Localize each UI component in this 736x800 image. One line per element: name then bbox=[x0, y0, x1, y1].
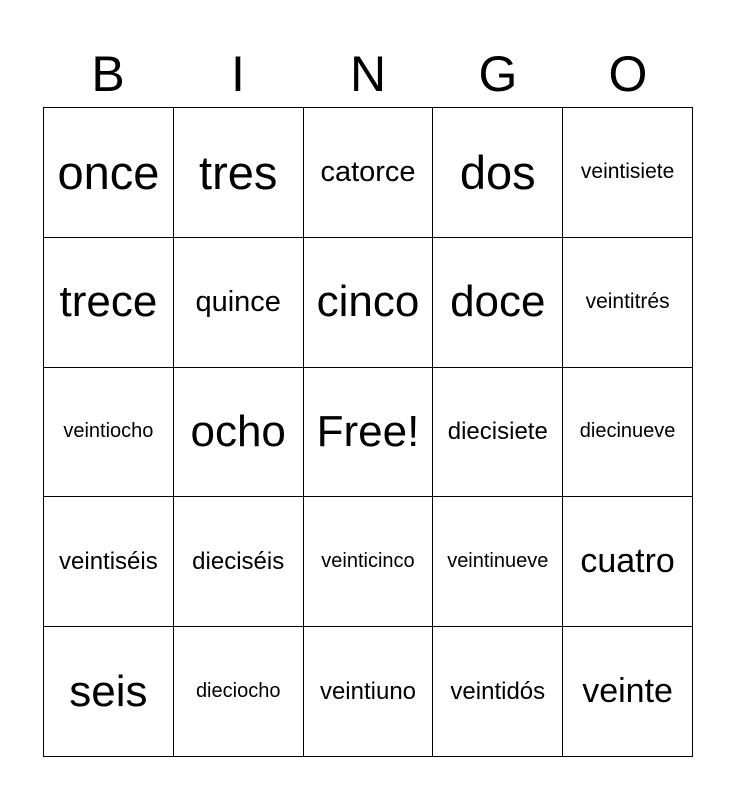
bingo-cell[interactable]: diecisiete bbox=[433, 368, 563, 498]
bingo-cell[interactable]: veintiséis bbox=[44, 497, 174, 627]
bingo-cell[interactable]: veinticinco bbox=[304, 497, 434, 627]
header-letter-b: B bbox=[91, 46, 125, 102]
bingo-cell[interactable]: quince bbox=[174, 238, 304, 368]
header-letter-i: I bbox=[231, 46, 245, 102]
bingo-cell[interactable]: dieciocho bbox=[174, 627, 304, 757]
bingo-cell[interactable]: cuatro bbox=[563, 497, 693, 627]
bingo-cell[interactable]: dieciséis bbox=[174, 497, 304, 627]
bingo-cell[interactable]: veintiocho bbox=[44, 368, 174, 498]
bingo-cell[interactable]: veinte bbox=[563, 627, 693, 757]
bingo-cell[interactable]: once bbox=[44, 108, 174, 238]
bingo-cell[interactable]: veintidós bbox=[433, 627, 563, 757]
bingo-cell[interactable]: catorce bbox=[304, 108, 434, 238]
bingo-card-grid bbox=[43, 107, 693, 757]
free-space-cell[interactable]: Free! bbox=[304, 368, 434, 498]
bingo-cell[interactable]: diecinueve bbox=[563, 368, 693, 498]
bingo-cell[interactable]: ocho bbox=[174, 368, 304, 498]
bingo-cell[interactable]: veintisiete bbox=[563, 108, 693, 238]
bingo-cell[interactable]: tres bbox=[174, 108, 304, 238]
bingo-cell[interactable]: veintitrés bbox=[563, 238, 693, 368]
header-letter-g: G bbox=[478, 46, 518, 102]
bingo-cell[interactable]: veintiuno bbox=[304, 627, 434, 757]
bingo-cell[interactable]: cinco bbox=[304, 238, 434, 368]
bingo-header bbox=[43, 40, 693, 108]
bingo-cell[interactable]: seis bbox=[44, 627, 174, 757]
bingo-cell[interactable]: veintinueve bbox=[433, 497, 563, 627]
bingo-cell[interactable]: doce bbox=[433, 238, 563, 368]
header-letter-o: O bbox=[608, 46, 648, 102]
bingo-cell[interactable]: dos bbox=[433, 108, 563, 238]
bingo-cell[interactable]: trece bbox=[44, 238, 174, 368]
header-letter-n: N bbox=[349, 46, 387, 102]
